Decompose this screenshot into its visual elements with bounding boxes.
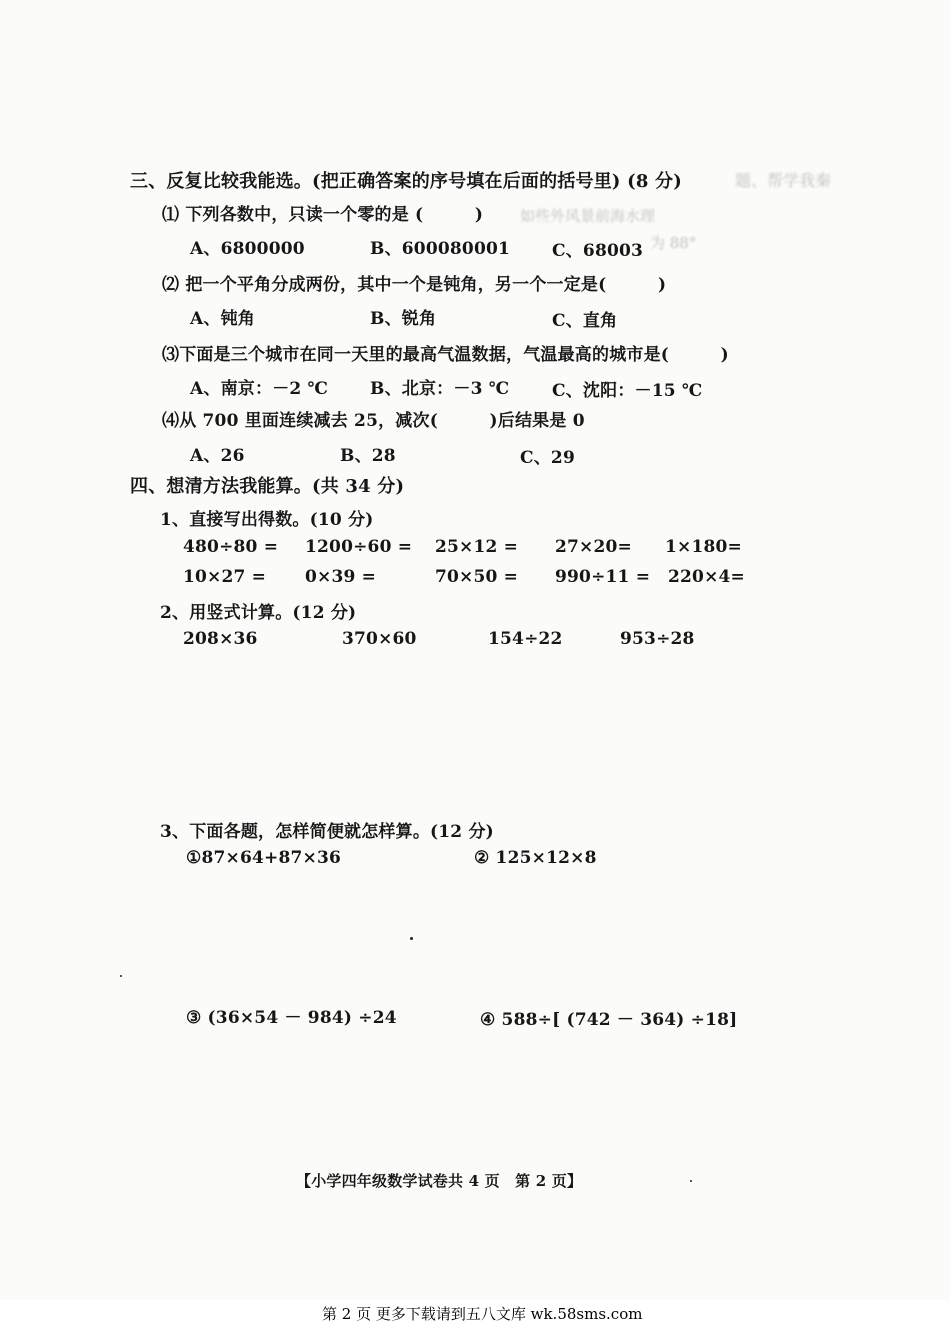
q2-stem: ⑵ 把一个平角分成两份，其中一个是钝角，另一个一定是( ) <box>162 275 667 295</box>
q4-option-c[interactable]: C、29 <box>520 448 575 468</box>
q1-option-b[interactable]: B、600080001 <box>370 239 511 259</box>
q3-option-a[interactable]: A、南京：－2 ℃ <box>190 379 329 399</box>
q3-stem: ⑶下面是三个城市在同一天里的最高气温数据，气温最高的城市是( ) <box>162 345 729 365</box>
oral-calc-item: 70×50 = <box>435 567 519 587</box>
q2-option-a[interactable]: A、钝角 <box>190 309 255 329</box>
q4-option-b[interactable]: B、28 <box>340 446 396 466</box>
scan-speck <box>410 937 413 940</box>
vertical-calc-item: 370×60 <box>342 629 417 649</box>
oral-calc-item: 0×39 = <box>305 567 377 587</box>
oral-calc-item: 1×180= <box>665 537 743 557</box>
q2-option-b[interactable]: B、锐角 <box>370 309 437 329</box>
vertical-calc-item: 154÷22 <box>488 629 563 649</box>
section3-title: 三、反复比较我能选。(把正确答案的序号填在后面的括号里) (8 分) <box>130 171 682 192</box>
bleed-through: 如些外风景前海水理 <box>520 207 656 225</box>
part1-title: 1、直接写出得数。(10 分) <box>160 510 374 530</box>
q1-option-a[interactable]: A、6800000 <box>190 239 305 259</box>
vertical-calc-item: 953÷28 <box>620 629 695 649</box>
simplify-calc-item: ② 125×12×8 <box>474 848 597 868</box>
bleed-through: 题、帮学我秦 <box>735 171 832 190</box>
bleed-through: 为 88° <box>650 234 697 252</box>
q4-stem: ⑷从 700 里面连续减去 25，减次( )后结果是 0 <box>162 411 585 431</box>
exam-footer: 【小学四年级数学试卷共 4 页 第 2 页】 <box>296 1172 583 1190</box>
q4-option-a[interactable]: A、26 <box>190 446 245 466</box>
q3-option-b[interactable]: B、北京：－3 ℃ <box>370 379 510 399</box>
oral-calc-item: 480÷80 = <box>183 537 279 557</box>
oral-calc-item: 27×20= <box>555 537 633 557</box>
scan-speck <box>120 975 122 977</box>
oral-calc-item: 990÷11 = <box>555 567 651 587</box>
page-footer: 第 2 页 更多下载请到五八文库 wk.58sms.com <box>322 1305 643 1323</box>
oral-calc-item: 25×12 = <box>435 537 519 557</box>
oral-calc-item: 1200÷60 = <box>305 537 413 557</box>
oral-calc-item: 10×27 = <box>183 567 267 587</box>
oral-calc-item: 220×4= <box>668 567 746 587</box>
vertical-calc-item: 208×36 <box>183 629 258 649</box>
scan-speck <box>690 1180 692 1182</box>
simplify-calc-item: ④ 588÷[ (742 － 364) ÷18] <box>480 1010 738 1030</box>
q2-option-c[interactable]: C、直角 <box>552 311 618 331</box>
simplify-calc-item: ①87×64+87×36 <box>186 848 342 868</box>
simplify-calc-item: ③ (36×54 － 984) ÷24 <box>186 1008 397 1028</box>
q1-stem: ⑴ 下列各数中，只读一个零的是 ( ) <box>162 205 484 225</box>
q1-option-c[interactable]: C、68003 <box>552 241 644 261</box>
part2-title: 2、用竖式计算。(12 分) <box>160 603 357 623</box>
q3-option-c[interactable]: C、沈阳：－15 ℃ <box>552 381 703 401</box>
part3-title: 3、下面各题，怎样简便就怎样算。(12 分) <box>160 822 494 842</box>
section4-title: 四、想清方法我能算。(共 34 分) <box>130 476 405 497</box>
